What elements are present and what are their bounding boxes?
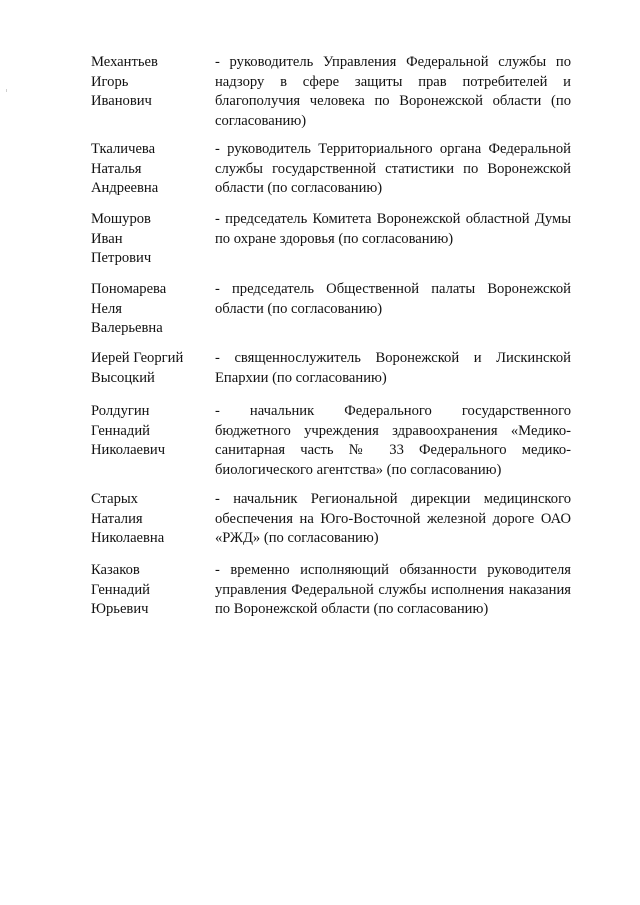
- name-line: Геннадий: [91, 422, 150, 439]
- name-line: Игорь: [91, 73, 129, 90]
- member-role: - временно исполняющий обязанности руководителя управления Федеральной службы исполнения наказания по Воронежской области (по согласованию): [215, 562, 571, 617]
- name-line: Пономарева: [91, 281, 167, 297]
- member-name: [91, 349, 201, 388]
- name-line: Андреевна: [91, 180, 159, 196]
- name-line: Юрьевич: [91, 601, 149, 617]
- member-name: [91, 402, 201, 461]
- name-line: Валерьевна: [91, 320, 163, 336]
- name-line: Иерей Георгий: [91, 350, 184, 366]
- member-name: [91, 490, 201, 549]
- name-line: Механтьев: [91, 54, 158, 70]
- member-role: - священнослужитель Воронежской и Лискинской Епархии (по согласованию): [215, 350, 571, 386]
- member-name: [91, 140, 201, 199]
- name-line: Николаевна: [91, 530, 165, 546]
- name-line: Наталия: [91, 510, 143, 527]
- member-name: [91, 210, 201, 269]
- member-name: [91, 53, 201, 112]
- name-line: Казаков: [91, 562, 140, 578]
- member-role: - начальник Региональной дирекции медицинского обеспечения на Юго-Восточной железной дороге ОАО «РЖД» (по согласованию): [215, 491, 571, 546]
- name-line: Ткаличева: [91, 141, 156, 157]
- member-role: - начальник Федерального государственного бюджетного учреждения здравоохранения «Медико-санитарная часть № 33 Федерального медико-биологического агентства» (по согласованию): [215, 403, 571, 478]
- member-name: [91, 561, 201, 620]
- member-role: - председатель Комитета Воронежской областной Думы по охране здоровья (по согласованию): [215, 211, 571, 247]
- name-line: Николаевич: [91, 442, 166, 458]
- scan-edge-mark: [6, 89, 7, 92]
- name-line: Иванович: [91, 93, 152, 109]
- member-role: - председатель Общественной палаты Воронежской области (по согласованию): [215, 281, 571, 317]
- name-line: Иван: [91, 230, 123, 247]
- member-role: - руководитель Управления Федеральной службы по надзору в сфере защиты прав потребителей и благополучия человека по Воронежской области (по согласованию): [215, 54, 571, 129]
- member-name: [91, 280, 201, 339]
- name-line: Геннадий: [91, 581, 150, 598]
- name-line: Неля: [91, 300, 123, 317]
- name-line: Ролдугин: [91, 403, 150, 419]
- name-line: Наталья: [91, 160, 142, 177]
- member-role: - руководитель Территориального органа Федеральной службы государственной статистики по Воронежской области (по согласованию): [215, 141, 571, 196]
- name-line: Петрович: [91, 250, 152, 266]
- name-line: Высоцкий: [91, 369, 155, 386]
- name-line: Мошуров: [91, 211, 151, 227]
- name-line: Старых: [91, 491, 138, 507]
